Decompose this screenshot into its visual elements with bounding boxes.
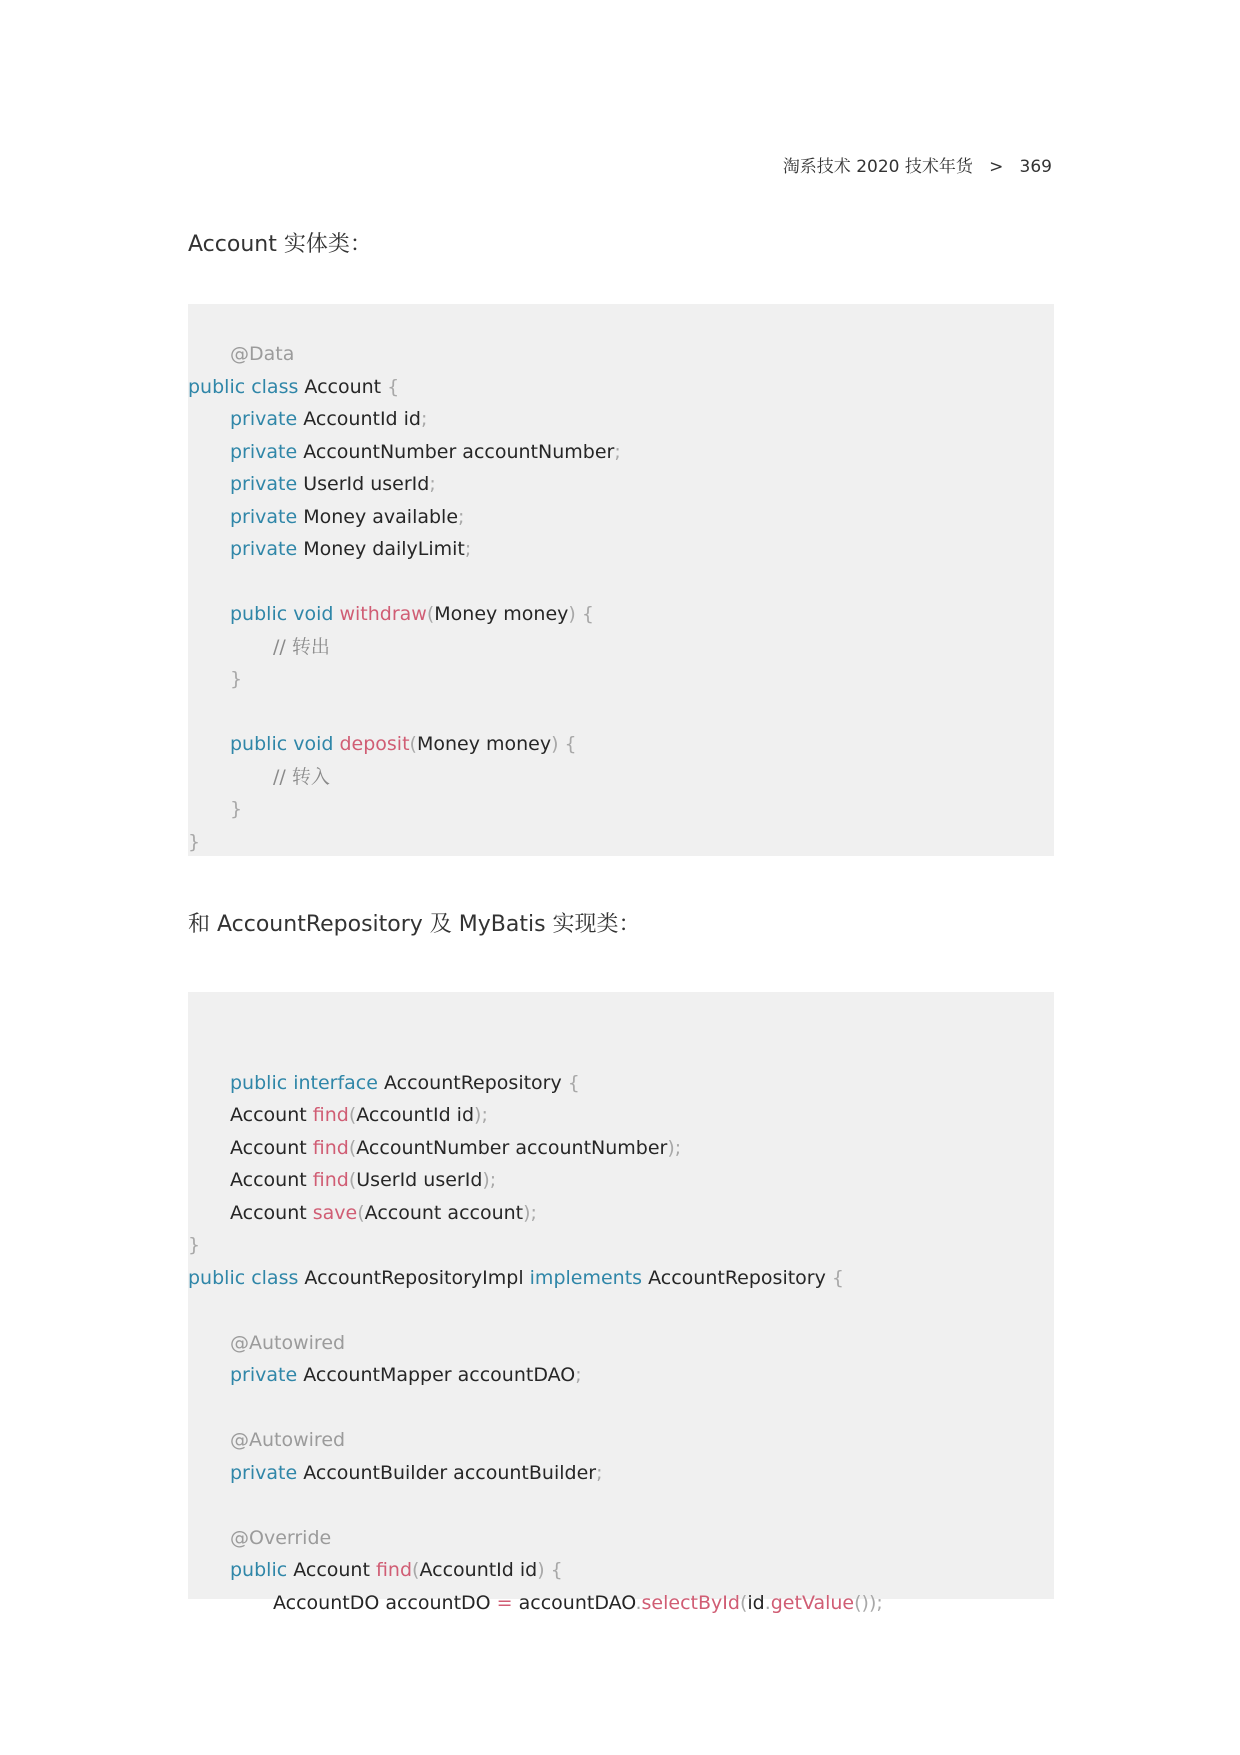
code-token-plain: AccountDO accountDO	[273, 1591, 497, 1614]
code-token-punct: (	[426, 603, 435, 625]
code-token-kw: implements	[529, 1266, 643, 1289]
code-token-plain: Account	[230, 1201, 313, 1224]
code-token-kw: private	[230, 408, 298, 430]
code-token-kw: public class	[188, 375, 299, 398]
code-token-punct: );	[667, 1136, 682, 1159]
code-token-plain: AccountId id	[297, 408, 421, 430]
code-token-plain: AccountRepository	[642, 1266, 832, 1289]
code-line	[230, 598, 594, 630]
code-token-punct: (	[348, 1136, 357, 1159]
code-token-plain: Money money	[434, 603, 569, 625]
code-token-fn: save	[312, 1201, 358, 1224]
code-token-plain: AccountBuilder accountBuilder	[297, 1461, 597, 1484]
code-line	[230, 663, 242, 695]
section-title-account: Account 实体类：	[188, 232, 372, 257]
code-token-fn: =	[496, 1591, 513, 1614]
code-line	[188, 1262, 844, 1294]
code-token-plain: UserId userId	[297, 473, 430, 495]
code-line	[230, 1359, 582, 1391]
code-token-plain: Account	[230, 1104, 313, 1126]
code-line	[230, 1132, 681, 1164]
code-line	[230, 1554, 563, 1586]
code-token-punct: }	[230, 668, 243, 690]
code-token-plain: Account	[287, 1559, 376, 1581]
code-token-punct: ) {	[568, 603, 594, 625]
code-token-punct: );	[523, 1201, 537, 1224]
code-token-kw: private	[230, 473, 298, 495]
code-line	[230, 1164, 496, 1196]
code-token-punct: .	[764, 1591, 771, 1614]
code-token-punct: ;	[429, 473, 436, 495]
code-line	[230, 468, 436, 500]
code-token-anno: @Autowired	[230, 1331, 346, 1354]
code-token-punct: (	[348, 1169, 357, 1191]
code-token-punct: ());	[854, 1591, 883, 1614]
code-token-punct: (	[409, 733, 417, 755]
code-token-plain: AccountRepositoryImpl	[298, 1266, 530, 1289]
code-token-punct: );	[482, 1169, 497, 1191]
code-token-kw: private	[230, 1364, 298, 1386]
code-line	[230, 1197, 537, 1229]
code-token-plain: Account account	[364, 1201, 524, 1224]
code-line	[230, 338, 294, 370]
code-line	[230, 533, 471, 565]
code-line	[273, 1587, 883, 1619]
code-token-plain: AccountId id	[419, 1559, 538, 1581]
code-token-punct: (	[357, 1201, 365, 1224]
code-token-fn: find	[312, 1136, 349, 1159]
code-token-fn: getValue	[770, 1591, 855, 1614]
code-line	[230, 1099, 488, 1131]
code-token-punct: ;	[458, 505, 465, 528]
code-line	[188, 371, 399, 403]
code-token-plain: accountDAO	[512, 1591, 636, 1614]
code-token-comment: // 转入	[273, 765, 330, 788]
code-token-plain: Account	[230, 1136, 313, 1159]
code-token-fn: withdraw	[339, 603, 427, 625]
code-token-plain: AccountId id	[356, 1104, 475, 1126]
code-line	[230, 793, 242, 825]
section-title-repository: 和 AccountRepository 及 MyBatis 实现类：	[188, 912, 641, 937]
code-token-punct: (	[412, 1559, 420, 1581]
code-token-kw: private	[230, 440, 298, 463]
code-token-punct: {	[387, 375, 400, 398]
code-token-punct: (	[348, 1104, 357, 1126]
code-token-plain: AccountNumber accountNumber	[356, 1136, 668, 1159]
page-header: 淘系技术 2020 技术年货 > 369	[782, 157, 1052, 177]
code-line	[230, 1522, 331, 1554]
code-token-anno: @Autowired	[230, 1429, 346, 1451]
code-line	[230, 1067, 580, 1099]
code-line	[230, 1457, 602, 1489]
code-token-punct: {	[831, 1266, 844, 1289]
code-token-plain: UserId userId	[356, 1169, 483, 1191]
code-token-kw: private	[230, 538, 298, 560]
code-token-punct: ;	[420, 408, 428, 430]
code-token-plain: AccountMapper accountDAO	[297, 1364, 576, 1386]
code-line	[230, 1327, 345, 1359]
code-token-fn: find	[312, 1104, 349, 1126]
code-token-punct: ) {	[537, 1559, 563, 1581]
code-token-comment: // 转出	[273, 635, 330, 658]
code-line	[230, 1424, 345, 1456]
code-token-fn: deposit	[339, 733, 410, 755]
code-token-kw: public	[230, 1559, 288, 1581]
code-token-punct: ;	[596, 1461, 603, 1484]
code-line	[230, 728, 577, 760]
code-token-anno: @Data	[230, 343, 295, 365]
code-token-anno: @Override	[230, 1526, 332, 1549]
code-token-punct: .	[635, 1591, 642, 1614]
code-token-fn: find	[312, 1169, 349, 1191]
code-token-punct: ;	[464, 538, 472, 560]
code-line	[230, 403, 427, 435]
code-token-punct: (	[739, 1591, 748, 1614]
code-token-punct: ;	[614, 440, 621, 463]
code-token-kw: public void	[230, 733, 334, 755]
code-token-punct: }	[188, 830, 201, 853]
code-token-plain: id	[747, 1591, 765, 1614]
code-token-punct: }	[188, 1234, 201, 1256]
code-token-kw: private	[230, 505, 298, 528]
code-line	[273, 761, 330, 793]
code-token-plain: AccountNumber accountNumber	[297, 440, 615, 463]
code-line	[188, 1229, 200, 1261]
code-token-kw: private	[230, 1461, 298, 1484]
code-token-plain: Account	[298, 375, 388, 398]
code-token-punct: }	[230, 798, 243, 820]
code-line	[230, 501, 464, 533]
code-token-plain: Account	[230, 1169, 313, 1191]
code-token-fn: selectById	[641, 1591, 740, 1614]
code-token-fn: find	[375, 1559, 413, 1581]
code-line	[188, 826, 200, 858]
code-token-punct: {	[567, 1071, 580, 1094]
code-token-punct: );	[474, 1104, 488, 1126]
code-token-plain: Money available	[297, 505, 459, 528]
code-token-plain: AccountRepository	[377, 1071, 568, 1094]
code-line	[230, 436, 621, 468]
code-token-kw: public interface	[230, 1071, 378, 1094]
code-token-plain: Money dailyLimit	[297, 538, 465, 560]
code-line	[273, 631, 330, 663]
code-token-kw: public void	[230, 603, 334, 625]
code-block-repository	[188, 992, 1054, 1614]
code-token-punct: ;	[575, 1364, 582, 1386]
code-block-account	[188, 304, 1054, 856]
code-token-kw: public class	[188, 1266, 299, 1289]
code-token-plain: Money money	[416, 733, 552, 755]
code-token-punct: ) {	[551, 733, 577, 755]
